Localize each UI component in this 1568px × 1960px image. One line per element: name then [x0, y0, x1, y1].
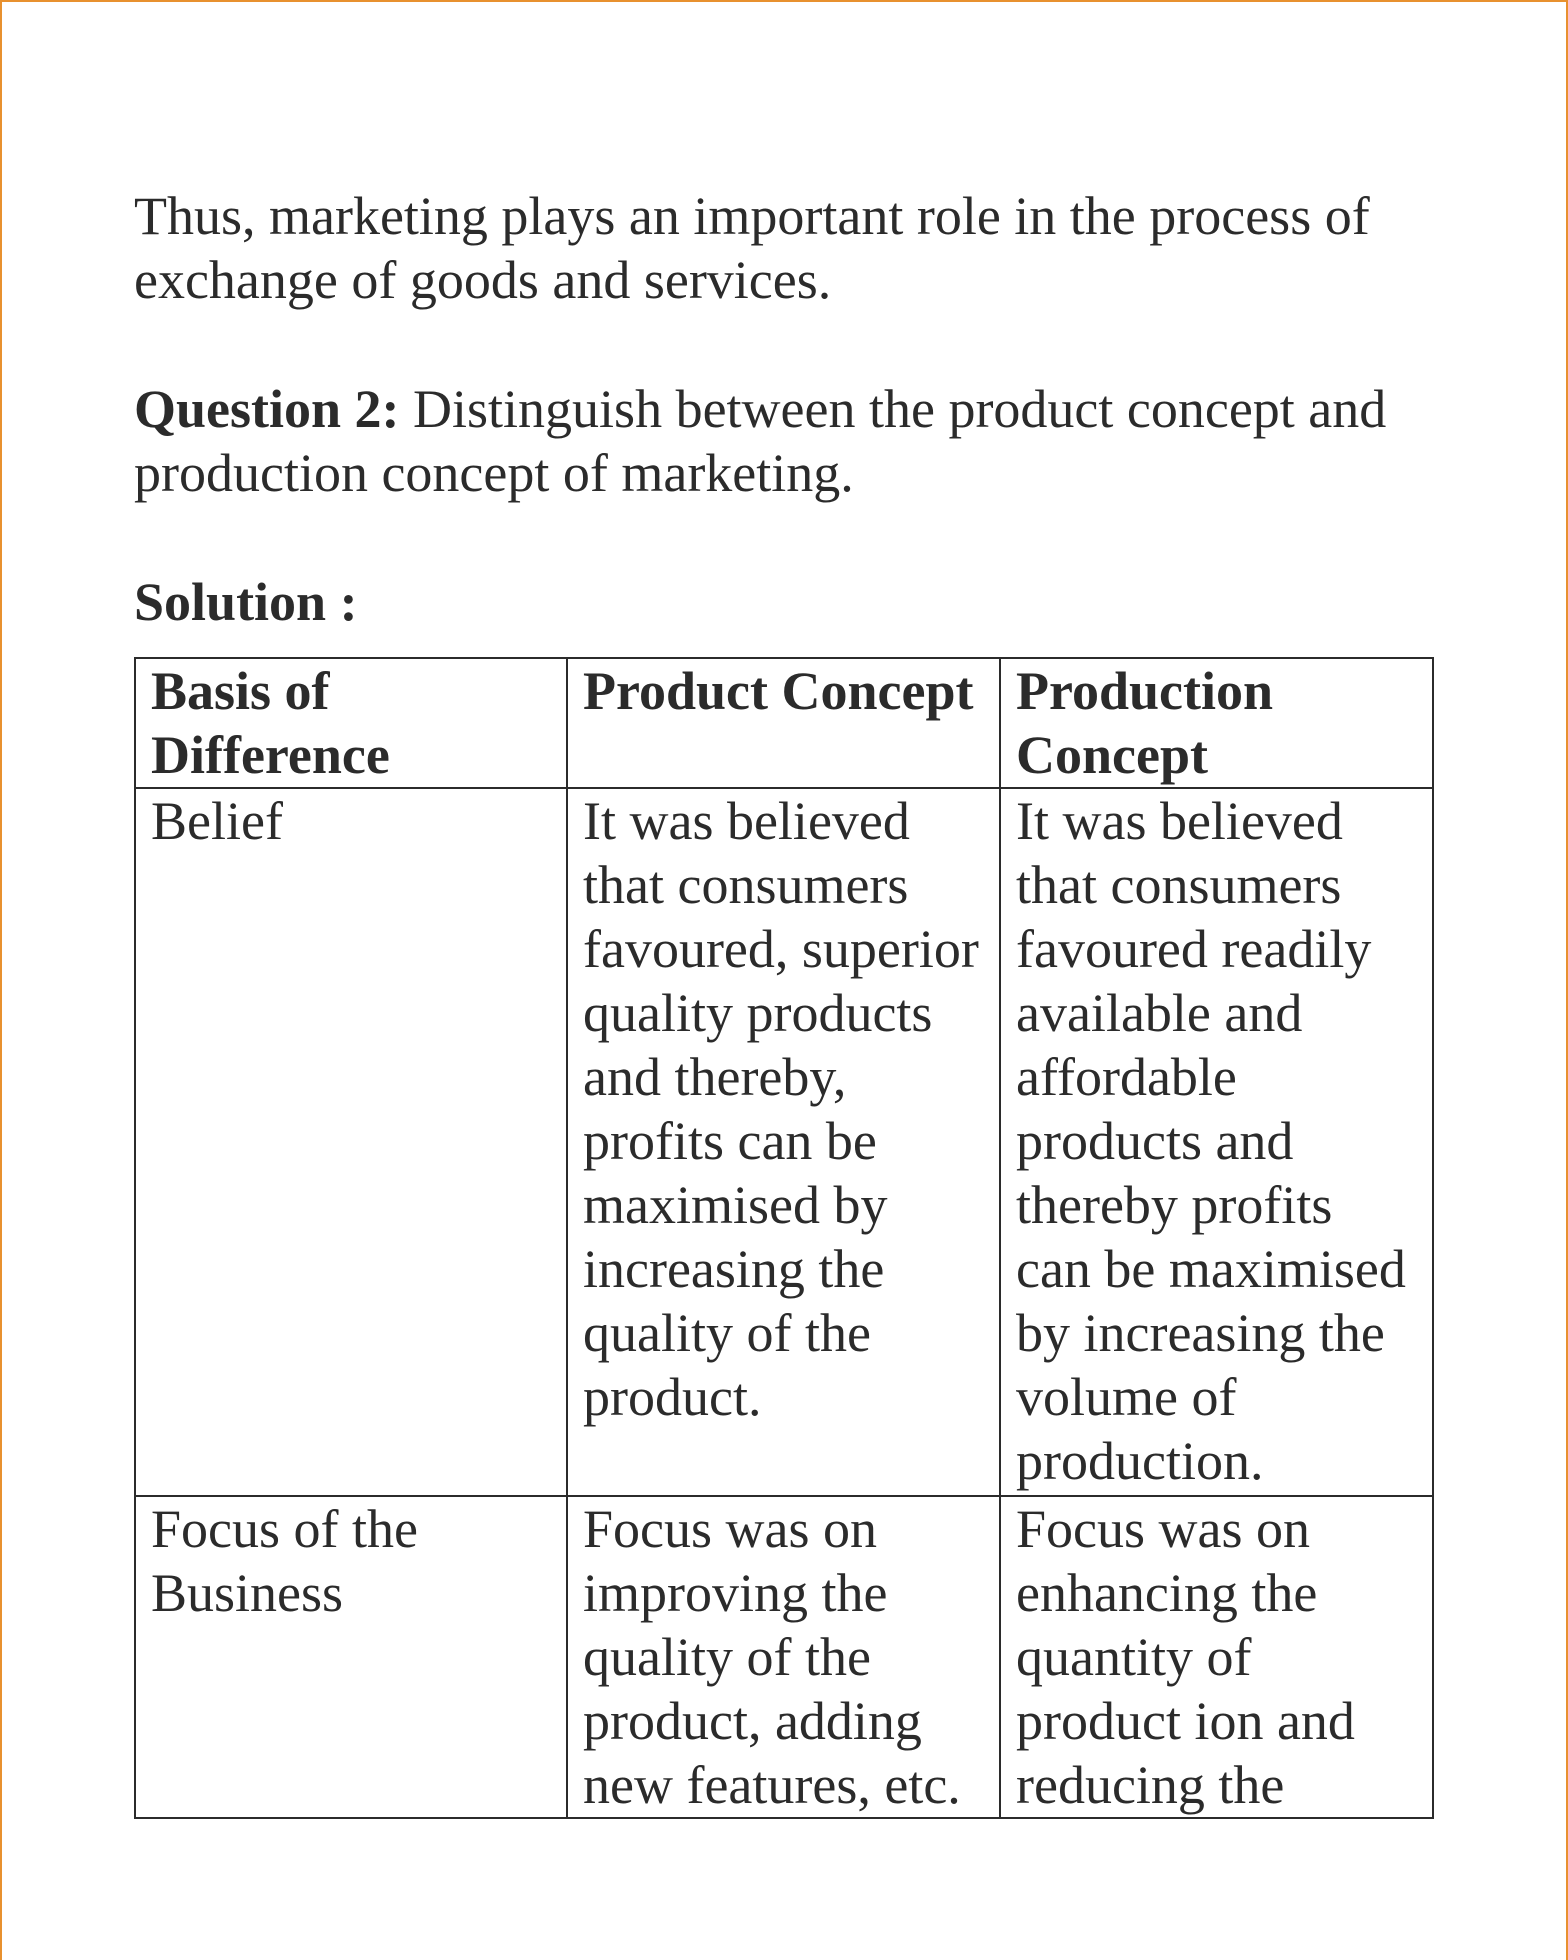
table-header-row [135, 658, 1433, 788]
cell-basis: Focus of the Business [135, 1496, 567, 1818]
comparison-table [134, 657, 1434, 1819]
header-basis: Basis of Difference [135, 658, 567, 788]
cell-basis: Belief [135, 788, 567, 1496]
intro-paragraph: Thus, marketing plays an important role in the process of exchange of goods and services. [134, 186, 1370, 310]
question-paragraph [134, 377, 1454, 505]
table-row [135, 1496, 1433, 1818]
header-product-concept: Product Concept [567, 658, 1000, 788]
solution-label: Solution : [134, 572, 358, 632]
question-label: Question 2: [134, 379, 400, 439]
cell-product: It was believed that consumers favoured, superior quality products and thereby, profits can be maximised by increasing the quality of the product. [567, 788, 1000, 1496]
cell-production: Focus was on enhancing the quantity of product ion and reducing the [1000, 1496, 1433, 1818]
table-row [135, 788, 1433, 1496]
question-text: Distinguish between the product concept and production concept of marketing. [134, 379, 1387, 503]
cell-production: It was believed that consumers favoured readily available and affordable products and thereby profits can be maximised by increasing the volume of production. [1000, 788, 1433, 1496]
header-production-concept: Production Concept [1000, 658, 1433, 788]
cell-product: Focus was on improving the quality of the product, adding new features, etc. [567, 1496, 1000, 1818]
